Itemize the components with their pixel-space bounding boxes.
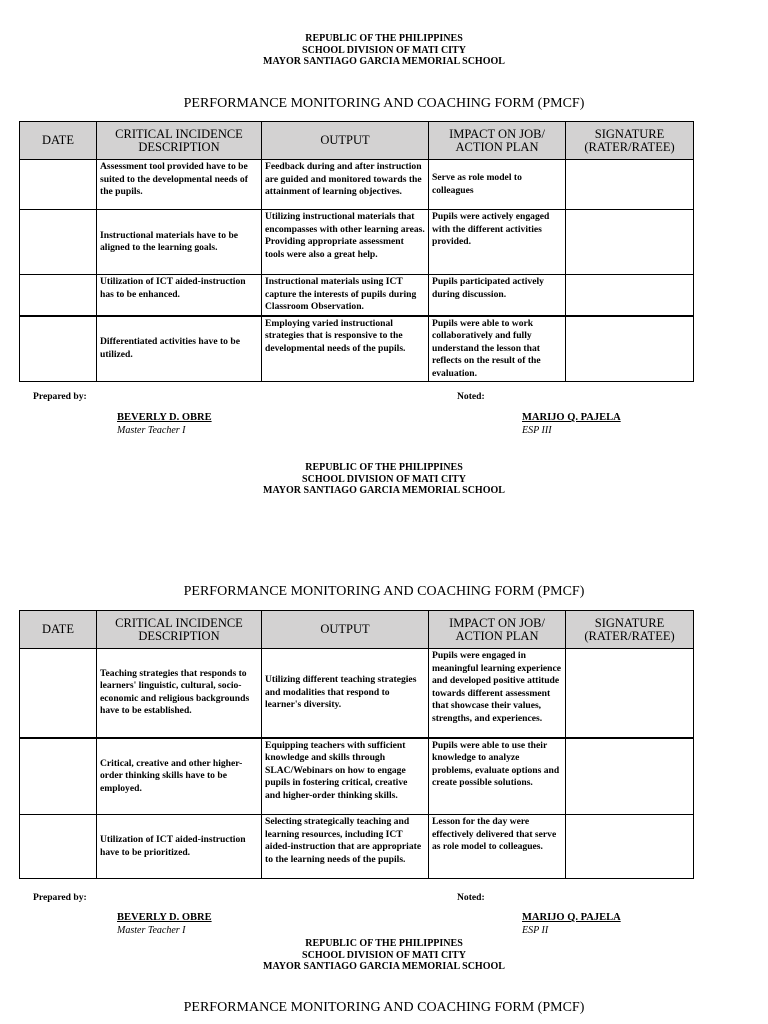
cell-signature (566, 815, 694, 879)
table-row (20, 815, 694, 879)
col-impact: IMPACT ON JOB/ ACTION PLAN (429, 611, 566, 649)
header-republic: REPUBLIC OF THE PHILIPPINES (305, 462, 463, 473)
col-signature: SIGNATURE (RATER/RATEE) (566, 122, 694, 160)
cell-impact: Pupils participated actively during discussion. (429, 275, 566, 316)
table-row (20, 649, 694, 738)
header-republic: REPUBLIC OF THE PHILIPPINES (305, 33, 463, 44)
preparer-position-2: Master Teacher I (117, 925, 186, 936)
school-header-1 (0, 33, 768, 68)
preparer-position-1: Master Teacher I (117, 425, 186, 436)
cell-output: Utilizing instructional materials that encompasses with other learning areas. Providing appropriate assessment tools were also a great help. (262, 210, 429, 275)
header-division: SCHOOL DIVISION OF MATI CITY (302, 473, 466, 485)
table-row (20, 738, 694, 815)
header-division: SCHOOL DIVISION OF MATI CITY (302, 44, 466, 56)
cell-date (20, 160, 97, 210)
cell-critical: Teaching strategies that responds to learners' linguistic, cultural, socio-economic and religious backgrounds have to be established. (97, 649, 262, 738)
col-output: OUTPUT (262, 122, 429, 160)
header-republic: REPUBLIC OF THE PHILIPPINES (305, 938, 463, 949)
cell-critical: Utilization of ICT aided-instruction has to be enhanced. (97, 275, 262, 316)
cell-impact: Serve as role model to colleagues (429, 160, 566, 210)
cell-impact: Pupils were able to work collaboratively and fully understand the lesson that reflects on the result of the evaluation. (429, 316, 566, 382)
noted-label-1: Noted: (457, 391, 485, 402)
noter-position-2: ESP II (522, 925, 549, 936)
cell-critical: Assessment tool provided have to be suited to the developmental needs of the pupils. (97, 160, 262, 210)
table-header-row (20, 611, 694, 649)
preparer-name-2: BEVERLY D. OBRE (117, 912, 212, 923)
table-row (20, 275, 694, 316)
cell-impact: Pupils were engaged in meaningful learning experience and developed positive attitude towards different assessment that showcase their values, strengths, and experiences. (429, 649, 566, 738)
cell-critical: Instructional materials have to be aligned to the learning goals. (97, 210, 262, 275)
cell-date (20, 275, 97, 316)
cell-date (20, 210, 97, 275)
cell-impact: Pupils were actively engaged with the different activities provided. (429, 210, 566, 275)
header-school: MAYOR SANTIAGO GARCIA MEMORIAL SCHOOL (263, 961, 505, 972)
col-impact: IMPACT ON JOB/ ACTION PLAN (429, 122, 566, 160)
school-header-2 (0, 462, 768, 497)
noter-position-1: ESP III (522, 425, 552, 436)
cell-output: Employing varied instructional strategies that is responsive to the developmental needs of the pupils. (262, 316, 429, 382)
form-title-2: PERFORMANCE MONITORING AND COACHING FORM (PMCF) (183, 584, 585, 599)
col-date: DATE (20, 122, 97, 160)
col-critical-incidence: CRITICAL INCIDENCE DESCRIPTION (97, 611, 262, 649)
form-title-1: PERFORMANCE MONITORING AND COACHING FORM (PMCF) (183, 96, 585, 111)
prepared-by-label-1: Prepared by: (33, 391, 87, 402)
preparer-name-1: BEVERLY D. OBRE (117, 412, 212, 423)
col-output: OUTPUT (262, 611, 429, 649)
cell-signature (566, 160, 694, 210)
table-row (20, 210, 694, 275)
cell-signature (566, 649, 694, 738)
form-title-3: PERFORMANCE MONITORING AND COACHING FORM (PMCF) (183, 1000, 585, 1015)
cell-critical: Differentiated activities have to be utilized. (97, 316, 262, 382)
table-row (20, 160, 694, 210)
cell-critical: Utilization of ICT aided-instruction have to be prioritized. (97, 815, 262, 879)
cell-output: Utilizing different teaching strategies and modalities that respond to learner's diversity. (262, 649, 429, 738)
cell-critical: Critical, creative and other higher-order thinking skills have to be employed. (97, 738, 262, 815)
cell-impact: Pupils were able to use their knowledge to analyze problems, evaluate options and create possible solutions. (429, 738, 566, 815)
col-date: DATE (20, 611, 97, 649)
cell-output: Selecting strategically teaching and learning resources, including ICT aided-instruction that are appropriate to the learning needs of the pupils. (262, 815, 429, 879)
col-critical-incidence: CRITICAL INCIDENCE DESCRIPTION (97, 122, 262, 160)
header-division: SCHOOL DIVISION OF MATI CITY (302, 949, 466, 961)
school-header-3 (0, 938, 768, 973)
cell-date (20, 815, 97, 879)
cell-date (20, 649, 97, 738)
table-row (20, 316, 694, 382)
noter-name-1: MARIJO Q. PAJELA (522, 412, 621, 423)
pmcf-table-1 (19, 121, 694, 382)
cell-date (20, 738, 97, 815)
cell-date (20, 316, 97, 382)
noted-label-2: Noted: (457, 892, 485, 903)
cell-signature (566, 316, 694, 382)
prepared-by-label-2: Prepared by: (33, 892, 87, 903)
header-school: MAYOR SANTIAGO GARCIA MEMORIAL SCHOOL (263, 56, 505, 67)
table-header-row (20, 122, 694, 160)
cell-output: Equipping teachers with sufficient knowledge and skills through SLAC/Webinars on how to engage pupils in fostering critical, creative and higher-order thinking skills. (262, 738, 429, 815)
cell-signature (566, 738, 694, 815)
cell-impact: Lesson for the day were effectively delivered that serve as role model to colleagues. (429, 815, 566, 879)
noter-name-2: MARIJO Q. PAJELA (522, 912, 621, 923)
col-signature: SIGNATURE (RATER/RATEE) (566, 611, 694, 649)
cell-output: Feedback during and after instruction are guided and monitored towards the attainment of learning objectives. (262, 160, 429, 210)
pmcf-table-2 (19, 610, 694, 879)
header-school: MAYOR SANTIAGO GARCIA MEMORIAL SCHOOL (263, 485, 505, 496)
cell-output: Instructional materials using ICT capture the interests of pupils during Classroom Observation. (262, 275, 429, 316)
cell-signature (566, 210, 694, 275)
cell-signature (566, 275, 694, 316)
